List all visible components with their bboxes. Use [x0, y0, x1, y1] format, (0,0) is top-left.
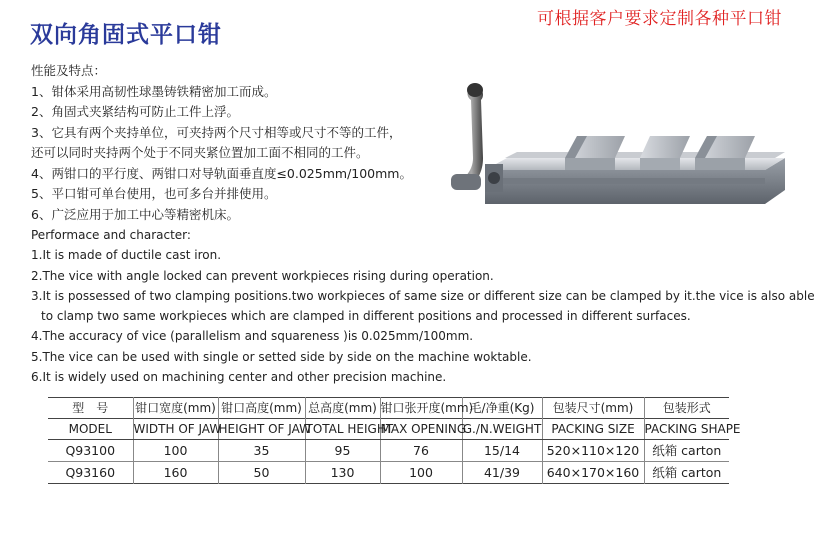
features-en [31, 225, 815, 387]
cell-height: 35 [218, 440, 305, 462]
col-header-packing-size-en: PACKING SIZE [542, 419, 644, 440]
features-cn-line: 6、广泛应用于加工中心等精密机床。 [31, 206, 239, 222]
features-cn-line: 4、两钳口的平行度、两钳口对导轨面垂直度≤0.025mm/100mm。 [31, 165, 412, 181]
table-row [48, 462, 729, 484]
cell-model: Q93100 [65, 443, 116, 458]
page-title: 双向角固式平口钳 [30, 22, 222, 48]
cell-max-opening: 76 [380, 440, 462, 462]
cell-weight: 41/39 [462, 462, 542, 484]
col-header-weight-cn: 毛/净重(Kg) [462, 398, 542, 419]
col-header-height-en: HEIGHT OF JAW [218, 419, 305, 440]
col-header-packing-shape-cn: 包装形式 [644, 398, 729, 419]
features-en-heading: Performace and character: [31, 228, 191, 242]
spec-table [48, 397, 741, 484]
features-cn-line: 还可以同时夹持两个处于不同夹紧位置加工面不相同的工件。 [31, 145, 369, 160]
features-en-line: to clamp two same workpieces which are clamped in different positions and processed in different surfaces. [41, 309, 691, 324]
col-header-model-cn: 型 号 [72, 401, 109, 415]
features-cn-line: 5、平口钳可单台使用，也可多台并排使用。 [31, 186, 277, 201]
features-en-line: 4.The accuracy of vice (parallelism and squareness )is 0.025mm/100mm. [31, 329, 474, 344]
cell-weight: 15/14 [462, 440, 542, 462]
cell-height: 50 [218, 462, 305, 484]
cell-packing-shape: 纸箱 carton [644, 440, 729, 462]
cell-model: Q93160 [65, 465, 116, 480]
features-cn-line: 2、角固式夹紧结构可防止工件上浮。 [31, 104, 239, 119]
col-header-weight-en: G./N.WEIGHT [462, 419, 542, 440]
col-header-total-height-en: TOTAL HEIGHT [305, 419, 380, 440]
col-header-packing-shape-en: PACKING SHAPE [644, 419, 729, 440]
table-row [48, 440, 729, 462]
col-header-width-en: WIDTH OF JAW [133, 419, 218, 440]
features-en-line: 1.It is made of ductile cast iron. [31, 248, 222, 263]
cell-packing-shape: 纸箱 carton [644, 462, 729, 484]
features-en-line: 6.It is widely used on machining center and other precision machine. [31, 370, 447, 385]
slogan: 可根据客户要求定制各种平口钳 [537, 9, 782, 29]
col-header-max-opening-en: MAX OPENING [380, 419, 462, 440]
features-en-line: 5.The vice can be used with single or setted side by side on the machine woktable. [31, 349, 532, 364]
cell-total-height: 130 [305, 462, 380, 484]
cell-packing-size: 640×170×160 [542, 462, 644, 484]
features-cn-line: 3、它具有两个夹持单位，可夹持两个尺寸相等或尺寸不等的工件， [31, 124, 402, 140]
cell-width: 100 [133, 440, 218, 462]
features-en-line: 3.It is possessed of two clamping positions.two workpieces of same size or different size can be clamped by it.the vice is also able [31, 288, 815, 303]
features-en-line: 2.The vice with angle locked can prevent workpieces rising during operation. [31, 268, 494, 283]
col-header-model-en: MODEL [48, 419, 133, 440]
features-cn-line: 1、钳体采用高韧性球墨铸铁精密加工而成。 [31, 83, 277, 99]
cell-max-opening: 100 [380, 462, 462, 484]
cell-packing-size: 520×110×120 [542, 440, 644, 462]
col-header-max-opening-cn: 钳口张开度(mm) [380, 398, 462, 419]
col-header-total-height-cn: 总高度(mm) [305, 398, 380, 419]
col-header-height-cn: 钳口高度(mm) [218, 398, 305, 419]
table-header-row-en [48, 419, 729, 440]
col-header-width-cn: 钳口宽度(mm) [133, 398, 218, 419]
features-cn-heading: 性能及特点： [31, 63, 107, 78]
vice-product-image [445, 78, 790, 208]
col-header-packing-size-cn: 包装尺寸(mm) [542, 398, 644, 419]
table-header-row-cn [48, 398, 729, 419]
features-cn [31, 61, 412, 225]
cell-width: 160 [133, 462, 218, 484]
cell-total-height: 95 [305, 440, 380, 462]
